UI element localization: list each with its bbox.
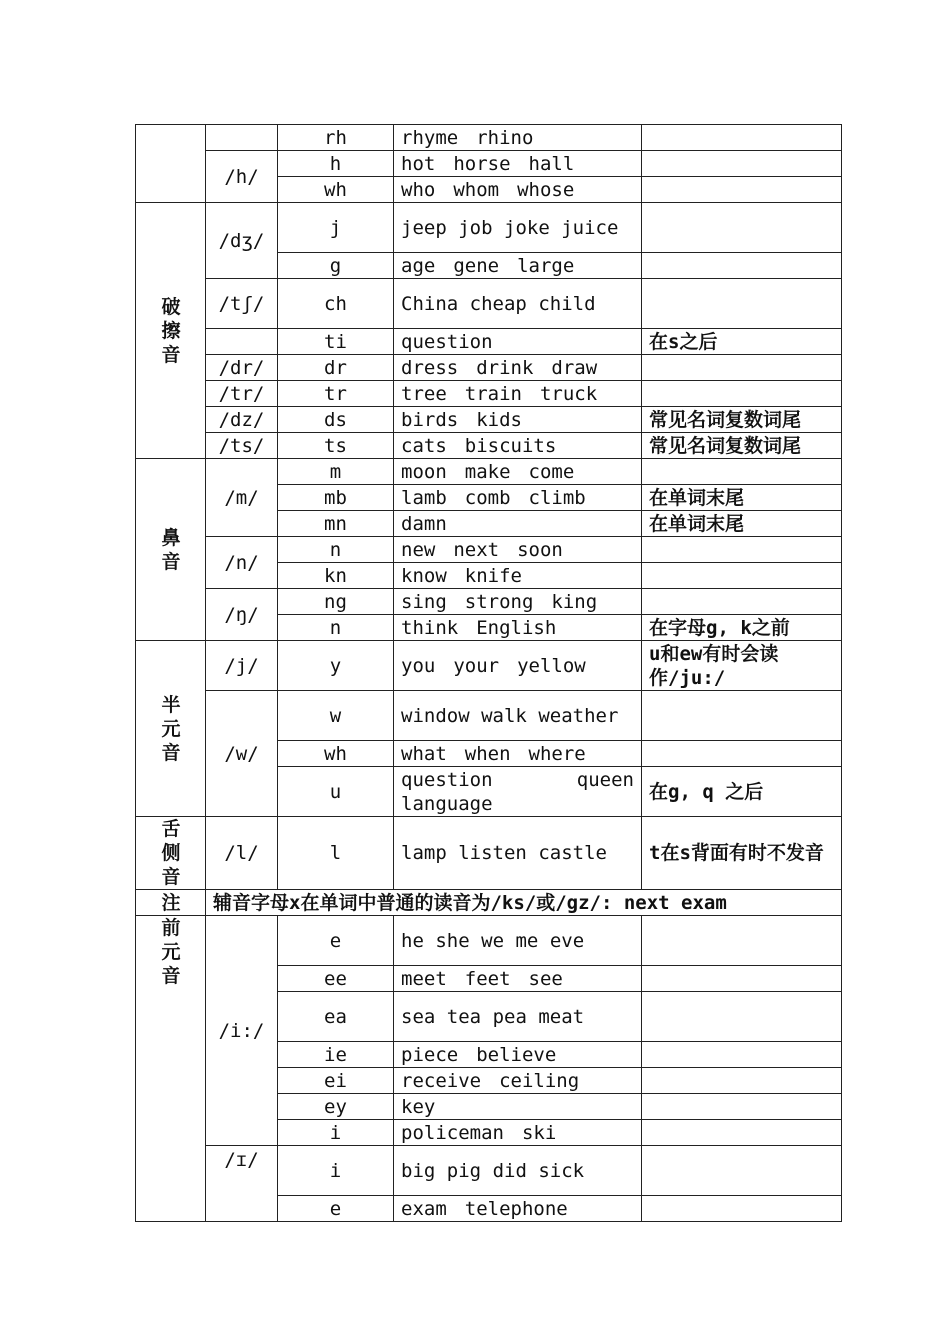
example-word: comb bbox=[464, 486, 511, 509]
category-affricate: 破擦音 bbox=[136, 203, 206, 459]
example-word: strong bbox=[464, 590, 534, 613]
note-cell bbox=[642, 151, 842, 177]
example-word: new bbox=[401, 538, 436, 561]
note-cell: 在s之后 bbox=[642, 329, 842, 355]
note-cell bbox=[642, 177, 842, 203]
example-words bbox=[394, 355, 642, 381]
note-cell bbox=[642, 1196, 842, 1222]
letter-cell: dr bbox=[278, 355, 394, 381]
example-word: climb bbox=[528, 486, 586, 509]
example-word: make bbox=[464, 460, 511, 483]
note-cell bbox=[642, 1042, 842, 1068]
example-word: moon bbox=[401, 460, 447, 483]
example-words bbox=[394, 151, 642, 177]
example-words bbox=[394, 741, 642, 767]
letter-cell: mn bbox=[278, 511, 394, 537]
example-word: joke bbox=[504, 216, 550, 239]
letter-cell: wh bbox=[278, 741, 394, 767]
example-words bbox=[394, 992, 642, 1042]
example-words bbox=[394, 1196, 642, 1222]
example-word: sea bbox=[401, 1005, 436, 1028]
example-word: piece bbox=[401, 1043, 459, 1066]
example-word: train bbox=[464, 382, 522, 405]
example-words bbox=[394, 615, 642, 641]
note-cell bbox=[642, 1146, 842, 1196]
example-word: lamp bbox=[401, 842, 447, 864]
letter-cell: wh bbox=[278, 177, 394, 203]
phoneme-cell: /n/ bbox=[206, 537, 278, 589]
example-word: tree bbox=[401, 382, 447, 405]
example-word: damn bbox=[401, 512, 447, 535]
example-words bbox=[394, 691, 642, 741]
example-word: see bbox=[528, 967, 563, 990]
phoneme-cell: /ŋ/ bbox=[206, 589, 278, 641]
example-word: cheap bbox=[469, 292, 527, 315]
example-words bbox=[394, 1120, 642, 1146]
example-words bbox=[394, 563, 642, 589]
example-word: jeep bbox=[401, 216, 447, 239]
letter-cell: n bbox=[278, 615, 394, 641]
example-word: question bbox=[401, 768, 493, 791]
example-word: ceiling bbox=[499, 1069, 580, 1092]
example-word: yellow bbox=[517, 654, 586, 677]
example-word: age bbox=[401, 254, 436, 277]
letter-cell: ts bbox=[278, 433, 394, 459]
note-cell bbox=[642, 563, 842, 589]
letter-cell: g bbox=[278, 253, 394, 279]
example-word: listen bbox=[458, 842, 527, 864]
example-word: queen bbox=[576, 768, 634, 791]
category-note: 注 bbox=[136, 890, 206, 916]
example-words bbox=[394, 589, 642, 615]
note-cell bbox=[642, 1120, 842, 1146]
letter-cell: kn bbox=[278, 563, 394, 589]
example-word: who bbox=[401, 178, 436, 201]
example-word: king bbox=[551, 590, 598, 613]
note-cell: t在s背面有时不发音 bbox=[642, 817, 842, 890]
example-words bbox=[394, 916, 642, 966]
example-word: hot bbox=[401, 152, 436, 175]
example-word: policeman bbox=[401, 1121, 504, 1144]
phonics-table bbox=[135, 124, 842, 1222]
example-words bbox=[394, 1068, 642, 1094]
example-word: telephone bbox=[464, 1197, 568, 1220]
example-word: rhino bbox=[476, 126, 534, 149]
phoneme-cell-empty bbox=[206, 125, 278, 151]
example-word: draw bbox=[551, 356, 598, 379]
example-word: she bbox=[435, 929, 470, 952]
letter-cell: i bbox=[278, 1120, 394, 1146]
example-word: castle bbox=[538, 842, 607, 864]
example-word: exam bbox=[401, 1197, 447, 1220]
letter-cell: e bbox=[278, 916, 394, 966]
example-word: big bbox=[401, 1159, 436, 1182]
example-words bbox=[394, 177, 642, 203]
phoneme-cell: /l/ bbox=[206, 817, 278, 890]
letter-cell: ee bbox=[278, 966, 394, 992]
note-cell bbox=[642, 355, 842, 381]
example-words bbox=[394, 1094, 642, 1120]
letter-cell: ti bbox=[278, 329, 394, 355]
example-word: whose bbox=[517, 178, 575, 201]
example-words bbox=[394, 485, 642, 511]
example-word: your bbox=[453, 654, 500, 677]
example-words bbox=[394, 817, 642, 890]
letter-cell: l bbox=[278, 817, 394, 890]
letter-cell: m bbox=[278, 459, 394, 485]
phoneme-cell: /dʒ/ bbox=[206, 203, 278, 279]
note-cell bbox=[642, 381, 842, 407]
example-word: you bbox=[401, 654, 436, 677]
note-cell: 常见名词复数词尾 bbox=[642, 407, 842, 433]
letter-cell: y bbox=[278, 641, 394, 691]
note-cell bbox=[642, 691, 842, 741]
letter-cell: i bbox=[278, 1146, 394, 1196]
example-words bbox=[394, 511, 642, 537]
example-word: come bbox=[528, 460, 575, 483]
example-word: truck bbox=[539, 382, 598, 405]
note-cell: 常见名词复数词尾 bbox=[642, 433, 842, 459]
category-front-vowel: 前元音 bbox=[136, 916, 206, 1222]
example-word: language bbox=[401, 792, 493, 815]
example-words bbox=[394, 537, 642, 563]
example-word: whom bbox=[453, 178, 500, 201]
letter-cell: mb bbox=[278, 485, 394, 511]
note-cell: 在单词末尾 bbox=[642, 511, 842, 537]
example-word: China bbox=[401, 292, 459, 315]
category-semivowel: 半元音 bbox=[136, 641, 206, 817]
example-word: weather bbox=[538, 704, 619, 727]
example-word: juice bbox=[561, 216, 619, 239]
phoneme-cell: /m/ bbox=[206, 459, 278, 537]
note-cell bbox=[642, 992, 842, 1042]
example-words bbox=[394, 407, 642, 433]
letter-cell: rh bbox=[278, 125, 394, 151]
example-word: job bbox=[458, 216, 493, 239]
letter-cell: n bbox=[278, 537, 394, 563]
example-words bbox=[394, 433, 642, 459]
phoneme-cell: /ts/ bbox=[206, 433, 278, 459]
x-pronunciation-note: 辅音字母x在单词中普通的读音为/ks/或/gz/: next exam bbox=[206, 890, 842, 916]
example-word: we bbox=[481, 929, 505, 952]
example-words bbox=[394, 1042, 642, 1068]
example-words bbox=[394, 125, 642, 151]
example-word: drink bbox=[476, 356, 534, 379]
note-cell bbox=[642, 1068, 842, 1094]
example-word: did bbox=[492, 1159, 527, 1182]
note-cell: 在单词末尾 bbox=[642, 485, 842, 511]
example-word: large bbox=[517, 254, 575, 277]
example-word: what bbox=[401, 742, 447, 765]
example-word: window bbox=[401, 704, 470, 727]
category-cell-empty bbox=[136, 125, 206, 203]
phoneme-cell: /j/ bbox=[206, 641, 278, 691]
example-word: soon bbox=[517, 538, 563, 561]
phoneme-cell: /ɪ/ bbox=[206, 1146, 278, 1222]
letter-cell: ey bbox=[278, 1094, 394, 1120]
example-words bbox=[394, 253, 642, 279]
phoneme-cell-empty bbox=[206, 329, 278, 355]
category-lateral: 舌侧音 bbox=[136, 817, 206, 890]
note-cell bbox=[642, 589, 842, 615]
example-words bbox=[394, 279, 642, 329]
note-cell bbox=[642, 537, 842, 563]
example-words bbox=[394, 767, 642, 817]
note-cell bbox=[642, 253, 842, 279]
example-word: meat bbox=[538, 1005, 585, 1028]
example-word: pea bbox=[492, 1005, 527, 1028]
example-word: meet bbox=[401, 967, 447, 990]
example-words bbox=[394, 966, 642, 992]
example-word: cats bbox=[401, 434, 447, 457]
example-word: know bbox=[401, 564, 447, 587]
example-word: where bbox=[528, 742, 586, 765]
example-word: feet bbox=[464, 967, 511, 990]
example-word: kids bbox=[476, 408, 522, 431]
example-word: horse bbox=[453, 152, 511, 175]
category-nasal: 鼻音 bbox=[136, 459, 206, 641]
letter-cell: h bbox=[278, 151, 394, 177]
example-words bbox=[394, 459, 642, 485]
example-word: me bbox=[515, 929, 539, 952]
phoneme-cell: /tr/ bbox=[206, 381, 278, 407]
phoneme-cell: /i:/ bbox=[206, 916, 278, 1146]
example-word: sick bbox=[538, 1159, 585, 1182]
note-cell bbox=[642, 459, 842, 485]
letter-cell: ie bbox=[278, 1042, 394, 1068]
example-word: sing bbox=[401, 590, 447, 613]
example-words bbox=[394, 641, 642, 691]
note-cell bbox=[642, 125, 842, 151]
letter-cell: ds bbox=[278, 407, 394, 433]
example-word: when bbox=[464, 742, 511, 765]
example-word: receive bbox=[401, 1069, 482, 1092]
note-cell bbox=[642, 1094, 842, 1120]
note-cell bbox=[642, 203, 842, 253]
phoneme-cell: /tʃ/ bbox=[206, 279, 278, 329]
phoneme-cell: /h/ bbox=[206, 151, 278, 203]
example-word: next bbox=[453, 538, 500, 561]
note-cell: 在字母g, k之前 bbox=[642, 615, 842, 641]
letter-cell: ch bbox=[278, 279, 394, 329]
example-word: rhyme bbox=[401, 126, 459, 149]
example-word: eve bbox=[549, 929, 585, 952]
letter-cell: j bbox=[278, 203, 394, 253]
note-cell bbox=[642, 916, 842, 966]
example-word: he bbox=[401, 929, 424, 952]
note-cell bbox=[642, 279, 842, 329]
letter-cell: tr bbox=[278, 381, 394, 407]
example-word: English bbox=[476, 616, 557, 639]
example-word: pig bbox=[446, 1159, 482, 1182]
letter-cell: e bbox=[278, 1196, 394, 1222]
phoneme-cell: /dr/ bbox=[206, 355, 278, 381]
example-word: biscuits bbox=[464, 434, 557, 457]
letter-cell: w bbox=[278, 691, 394, 741]
example-word: dress bbox=[401, 356, 459, 379]
example-word: birds bbox=[401, 408, 459, 431]
example-word: child bbox=[538, 292, 596, 315]
note-cell: 在g, q 之后 bbox=[642, 767, 842, 817]
example-words bbox=[394, 1146, 642, 1196]
note-cell bbox=[642, 741, 842, 767]
example-word: ski bbox=[521, 1121, 557, 1144]
example-word: hall bbox=[528, 152, 575, 175]
note-cell: u和ew有时会读作/ju:/ bbox=[642, 641, 842, 691]
example-words bbox=[394, 203, 642, 253]
example-words bbox=[394, 381, 642, 407]
letter-cell: u bbox=[278, 767, 394, 817]
phoneme-cell: /w/ bbox=[206, 691, 278, 817]
example-words bbox=[394, 329, 642, 355]
example-word: believe bbox=[476, 1043, 557, 1066]
example-word: think bbox=[401, 616, 459, 639]
example-word: walk bbox=[481, 704, 527, 727]
example-word: key bbox=[401, 1095, 436, 1118]
phoneme-cell: /dz/ bbox=[206, 407, 278, 433]
letter-cell: ng bbox=[278, 589, 394, 615]
example-word: lamb bbox=[401, 486, 447, 509]
letter-cell: ei bbox=[278, 1068, 394, 1094]
note-cell bbox=[642, 966, 842, 992]
example-word: gene bbox=[453, 254, 500, 277]
letter-cell: ea bbox=[278, 992, 394, 1042]
example-word: knife bbox=[464, 564, 522, 587]
example-word: question bbox=[401, 330, 493, 353]
example-word: tea bbox=[446, 1005, 482, 1028]
